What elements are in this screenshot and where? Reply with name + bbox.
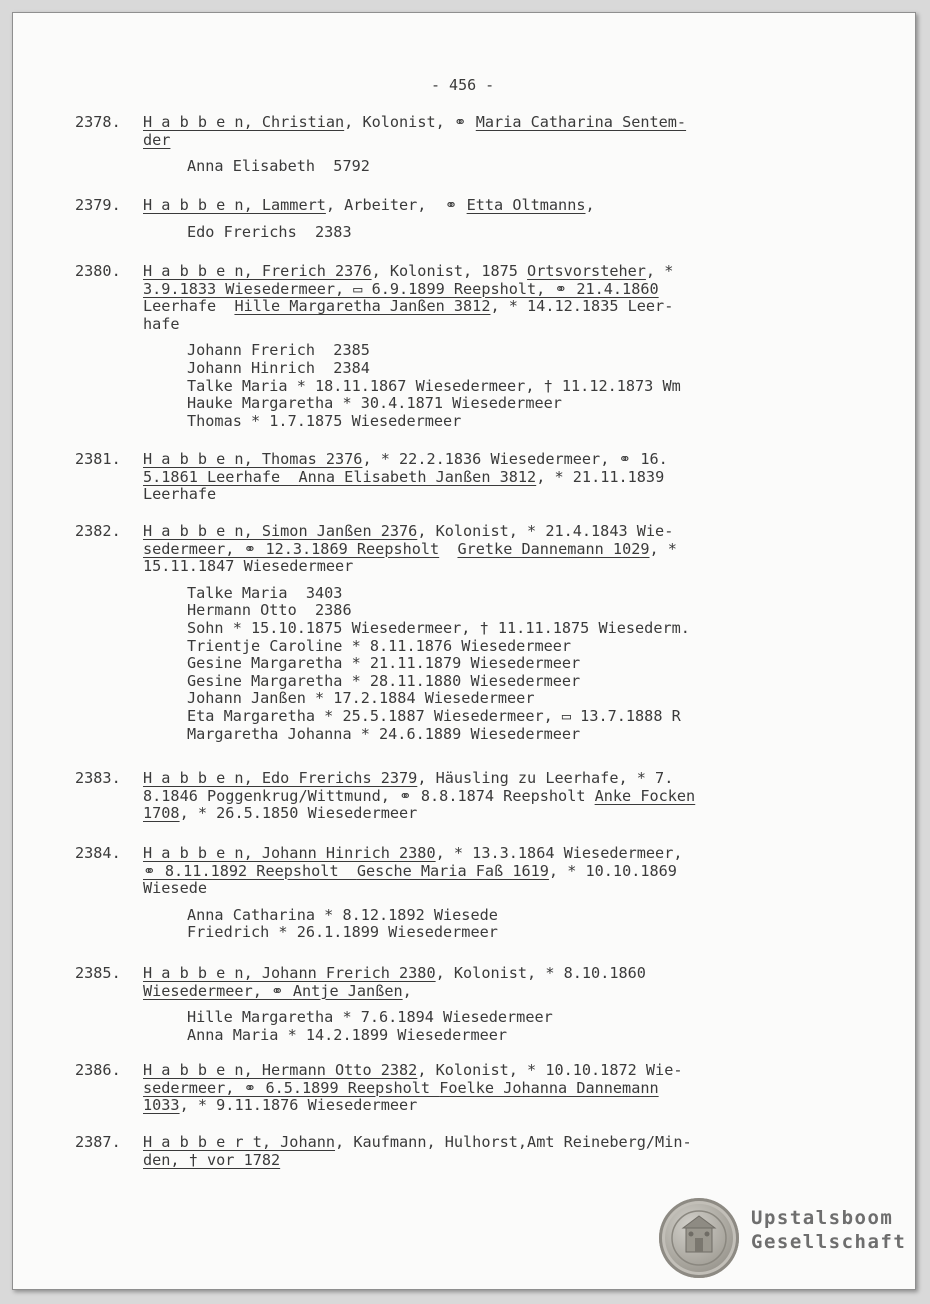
child-entry: Anna Elisabeth 5792 [187, 157, 370, 176]
underlined-text: H a b b e n, Lammert [143, 196, 326, 214]
text-segment: , * 13.3.1864 Wiesedermeer, [435, 844, 683, 862]
entry-line [143, 451, 823, 469]
child-entry: Gesine Margaretha * 28.11.1880 Wiesedermeer [187, 671, 581, 690]
text-segment: 8.1846 Poggenkrug/Wittmund, ⚭ 8.8.1874 Reepsholt [143, 786, 595, 805]
entry-line [143, 1097, 823, 1115]
child-entry: Trientje Caroline * 8.11.1876 Wiesedermeer [187, 636, 572, 655]
entry-line [143, 558, 823, 576]
entry-body [143, 1062, 823, 1115]
child-entry: Hille Margaretha * 7.6.1894 Wiesedermeer [187, 1008, 553, 1027]
text-segment: Leerhafe [143, 297, 235, 316]
child-entry: Friedrich * 26.1.1899 Wiesedermeer [187, 923, 498, 942]
entry-number: 2386. [75, 1061, 121, 1079]
underlined-text: Gretke Dannemann 1029 [457, 539, 650, 558]
page-number: - 456 - [431, 76, 495, 94]
underlined-text: 5.1861 Leerhafe [143, 467, 299, 486]
child-entry: Thomas * 1.7.1875 Wiesedermeer [187, 411, 462, 430]
underlined-text: H a b b e n, Frerich 2376 [143, 262, 372, 280]
entry-line [143, 788, 823, 806]
entry-line [143, 523, 823, 541]
text-segment: , * 14.12.1835 Leer- [490, 297, 674, 316]
underlined-text: sedermeer, ⚭ 12.3.1869 Reepsholt [143, 539, 440, 558]
child-entry: Sohn * 15.10.1875 Wiesedermeer, † 11.11.1875 Wiesederm. [187, 618, 690, 637]
children-list [187, 158, 823, 176]
underlined-text: H a b b e n, Johann Frerich 2380 [143, 964, 436, 982]
entry-line [143, 263, 823, 281]
entry-line [143, 1134, 823, 1152]
text-segment: , * [645, 262, 674, 280]
underlined-text: 3.9.1833 Wiesedermeer, ▭ 6.9.1899 Reepsholt, ⚭ 21.4.1860 [143, 279, 659, 298]
entry-body [143, 451, 823, 504]
child-entry: Gesine Margaretha * 21.11.1879 Wiesedermeer [187, 654, 581, 673]
underlined-text: den, † vor 1782 [143, 1150, 281, 1169]
underlined-text: sedermeer, ⚭ 6.5.1899 Reepsholt [143, 1078, 440, 1097]
underlined-text: 1708 [143, 804, 180, 823]
underlined-text: Anke Focken [594, 786, 696, 805]
children-list [187, 224, 823, 242]
underlined-text: Anna Elisabeth Janßen 3812 [298, 467, 537, 486]
document-page [12, 12, 916, 1290]
entry-number: 2387. [75, 1133, 121, 1151]
text-segment: , [402, 981, 412, 1000]
entry-line [143, 1152, 823, 1170]
text-segment: hafe [143, 314, 180, 333]
children-list [187, 342, 823, 430]
society-name-line2: Gesellschaft [751, 1231, 907, 1253]
child-entry: Hauke Margaretha * 30.4.1871 Wiesedermeer [187, 394, 562, 413]
underlined-text: 1033 [143, 1096, 180, 1115]
child-entry: Hermann Otto 2386 [187, 601, 352, 620]
entry-line [143, 281, 823, 299]
society-name-line1: Upstalsboom [751, 1207, 894, 1229]
child-entry: Talke Maria 3403 [187, 583, 343, 602]
entry-number: 2384. [75, 844, 121, 862]
underlined-text: H a b b e n, Edo Frerichs 2379 [143, 769, 418, 787]
text-segment: Leerhafe [143, 485, 217, 504]
entry-body [143, 965, 823, 1044]
text-segment: , Kolonist, * 8.10.1860 [435, 964, 646, 982]
entry-number: 2385. [75, 964, 121, 982]
text-segment: , * [649, 539, 677, 558]
text-segment: , Arbeiter, ⚭ [325, 196, 467, 214]
text-segment: , Kolonist, ⚭ [344, 113, 476, 131]
child-entry: Johann Janßen * 17.2.1884 Wiesedermeer [187, 689, 535, 708]
entry-number: 2378. [75, 113, 121, 131]
children-list [187, 1009, 823, 1044]
underlined-text: Antje Janßen [292, 981, 403, 1000]
entry-body [143, 523, 823, 743]
underlined-text: H a b b e n, Simon Janßen 2376 [143, 522, 418, 540]
entry-line [143, 845, 823, 863]
children-list [187, 907, 823, 942]
entry-body [143, 770, 823, 823]
entry-line [143, 770, 823, 788]
society-logo [659, 1198, 916, 1286]
entry-line [143, 863, 823, 881]
underlined-text: H a b b e n, Hermann Otto 2382 [143, 1061, 418, 1079]
child-entry: Johann Frerich 2385 [187, 341, 370, 360]
entry-line [143, 298, 823, 316]
entry-line [143, 316, 823, 334]
underlined-text: H a b b e n, Christian [143, 113, 345, 131]
entry-number: 2383. [75, 769, 121, 787]
text-segment: , Kolonist, 1875 [371, 262, 528, 280]
entry-line [143, 805, 823, 823]
underlined-text: der [143, 130, 171, 149]
entry-number: 2379. [75, 196, 121, 214]
entry-number: 2380. [75, 262, 121, 280]
entry-number: 2382. [75, 522, 121, 540]
entry-body [143, 263, 823, 430]
underlined-text: H a b b e n, Thomas 2376 [143, 450, 363, 468]
child-entry: Anna Catharina * 8.12.1892 Wiesede [187, 905, 498, 924]
text-segment: , * 22.2.1836 Wiesedermeer, ⚭ 16. [362, 450, 668, 468]
text-segment: Wiesede [143, 879, 208, 898]
text-segment: , Kolonist, * 21.4.1843 Wie- [417, 522, 674, 540]
underlined-text: H a b b e r t, Johann [143, 1133, 336, 1151]
entry-number: 2381. [75, 450, 121, 468]
entry-line [143, 197, 823, 215]
entry-line [143, 132, 823, 150]
underlined-text: Ortsvorsteher [527, 262, 646, 280]
child-entry: Margaretha Johanna * 24.6.1889 Wiesedermeer [187, 724, 581, 743]
entry-line [143, 983, 823, 1001]
entry-body [143, 845, 823, 942]
seal-icon [659, 1198, 739, 1278]
entry-line [143, 1080, 823, 1098]
underlined-text: Hille Margaretha Janßen 3812 [234, 297, 491, 316]
child-entry: Johann Hinrich 2384 [187, 358, 370, 377]
entry-body [143, 114, 823, 176]
underlined-text: Wiesedermeer, ⚭ [143, 981, 293, 1000]
entry-body [143, 197, 823, 241]
underlined-text: ⚭ 8.11.1892 Reepsholt [143, 861, 357, 880]
entry-line [143, 1062, 823, 1080]
text-segment: , * 10.10.1869 [548, 861, 677, 880]
society-name [751, 1206, 906, 1254]
underlined-text: Gesche Maria Faß 1619 [356, 861, 549, 880]
entry-line [143, 114, 823, 132]
text-segment: , Kaufmann, Hulhorst,Amt Reineberg/Min- [335, 1133, 692, 1151]
entry-line [143, 880, 823, 898]
underlined-text: Foelke Johanna Dannemann [439, 1078, 659, 1097]
text-segment: , Kolonist, * 10.10.1872 Wie- [417, 1061, 683, 1079]
text-segment: , * 26.5.1850 Wiesedermeer [179, 804, 418, 823]
entry-line [143, 965, 823, 983]
entry-body [143, 1134, 823, 1169]
child-entry: Anna Maria * 14.2.1899 Wiesedermeer [187, 1025, 508, 1044]
text-segment: , * 9.11.1876 Wiesedermeer [179, 1096, 418, 1115]
text-segment: , [585, 196, 595, 214]
child-entry: Eta Margaretha * 25.5.1887 Wiesedermeer, ▭ 13.7.1888 R [187, 706, 681, 725]
entry-line [143, 541, 823, 559]
entry-line [143, 486, 823, 504]
underlined-text: Etta Oltmanns [466, 196, 586, 214]
text-segment: , Häusling zu Leerhafe, * 7. [417, 769, 674, 787]
text-segment [439, 540, 457, 558]
child-entry: Talke Maria * 18.11.1867 Wiesedermeer, † 11.12.1873 Wm [187, 376, 681, 395]
children-list [187, 585, 823, 743]
text-segment: 15.11.1847 Wiesedermeer [143, 557, 354, 576]
child-entry: Edo Frerichs 2383 [187, 222, 352, 241]
text-segment: , * 21.11.1839 [536, 467, 665, 486]
underlined-text: H a b b e n, Johann Hinrich 2380 [143, 844, 436, 862]
underlined-text: Maria Catharina Sentem- [475, 113, 687, 131]
entry-line [143, 469, 823, 487]
